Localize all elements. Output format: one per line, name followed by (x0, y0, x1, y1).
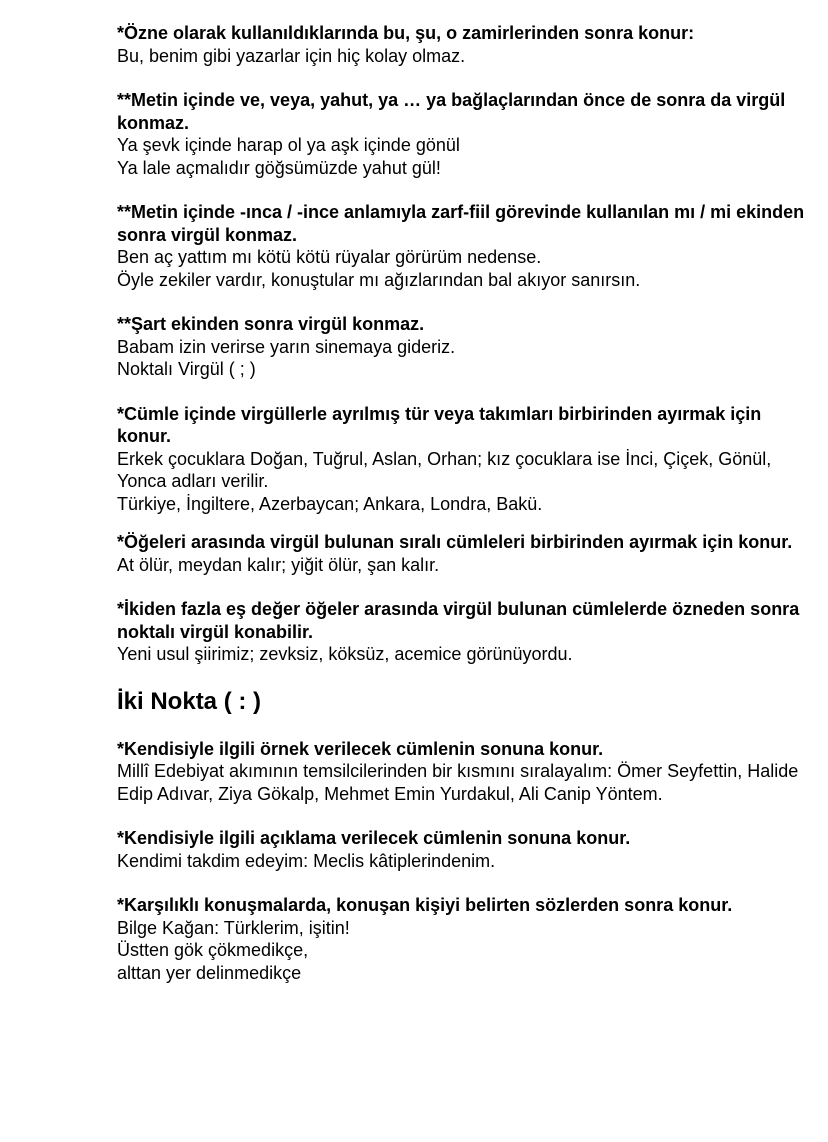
section-konusma (117, 894, 807, 984)
rule-text: *Öğeleri arasında virgül bulunan sıralı cümleleri birbirinden ayırmak için konur. (117, 532, 793, 552)
example-text: Ya şevk içinde harap ol ya aşk içinde gönül (117, 135, 460, 155)
example-text: Öyle zekiler vardır, konuştular mı ağızlarından bal akıyor sanırsın. (117, 269, 641, 290)
rule-text: **Metin içinde -ınca / -ince anlamıyla zarf-fiil görevinde kullanılan mı / mi ekinden sonra virgül konmaz. (117, 202, 805, 245)
section-heading: İki Nokta ( : ) (117, 687, 262, 715)
rule-text: *Kendisiyle ilgili açıklama verilecek cümlenin sonuna konur. (117, 828, 631, 848)
example-text: Kendimi takdim edeyim: Meclis kâtiplerindenim. (117, 850, 496, 871)
section-tur-takim (117, 403, 807, 516)
example-text: Ben aç yattım mı kötü kötü rüyalar görürüm nedense. (117, 247, 542, 267)
section-mi-eki (117, 201, 807, 291)
section-baglaclar (117, 89, 807, 179)
rule-text: *Karşılıklı konuşmalarda, konuşan kişiyi belirten sözlerden sonra konur. (117, 895, 733, 915)
example-text: Erkek çocuklara Doğan, Tuğrul, Aslan, Orhan; kız çocuklara ise İnci, Çiçek, Gönül, Yonca adları verilir. (117, 448, 772, 491)
section-es-deger-ogeler (117, 598, 807, 666)
section-sirali-cumleler (117, 531, 807, 576)
rule-text: **Şart ekinden sonra virgül konmaz. (117, 314, 425, 334)
section-ozne-zamirler (117, 22, 807, 67)
document-page (117, 22, 807, 984)
example-text: Millî Edebiyat akımının temsilcilerinden bir kısmını sıralayalım: Ömer Seyfettin, Halide Edip Adıvar, Ziya Gökalp, Mehmet Emin Yurdakul, Ali Canip Yöntem. (117, 761, 799, 804)
rule-text: **Metin içinde ve, veya, yahut, ya … ya bağlaçlarından önce de sonra da virgül konmaz. (117, 90, 786, 133)
example-text: Bu, benim gibi yazarlar için hiç kolay olmaz. (117, 45, 466, 66)
rule-text: *İkiden fazla eş değer öğeler arasında virgül bulunan cümlelerde özneden sonra noktalı virgül konabilir. (117, 599, 800, 642)
example-text: At ölür, meydan kalır; yiğit ölür, şan kalır. (117, 554, 440, 575)
rule-text: *Cümle içinde virgüllerle ayrılmış tür veya takımları birbirinden ayırmak için konur. (117, 403, 762, 446)
example-text: Ya lale açmalıdır göğsümüzde yahut gül! (117, 157, 441, 178)
section-aciklama (117, 827, 807, 872)
example-text: Üstten gök çökmedikçe, (117, 940, 309, 960)
example-text: Türkiye, İngiltere, Azerbaycan; Ankara, Londra, Bakü. (117, 493, 543, 514)
section-ornek (117, 738, 807, 806)
example-text: Bilge Kağan: Türklerim, işitin! (117, 917, 350, 938)
example-text: Babam izin verirse yarın sinemaya gideriz. (117, 336, 456, 357)
rule-text: *Özne olarak kullanıldıklarında bu, şu, o zamirlerinden sonra konur: (117, 23, 695, 43)
rule-text: *Kendisiyle ilgili örnek verilecek cümlenin sonuna konur. (117, 738, 604, 759)
example-text: Yeni usul şiirimiz; zevksiz, köksüz, acemice görünüyordu. (117, 644, 573, 664)
section-sart-eki (117, 313, 807, 381)
example-text: Noktalı Virgül ( ; ) (117, 359, 256, 379)
example-text: alttan yer delinmedikçe (117, 962, 302, 983)
